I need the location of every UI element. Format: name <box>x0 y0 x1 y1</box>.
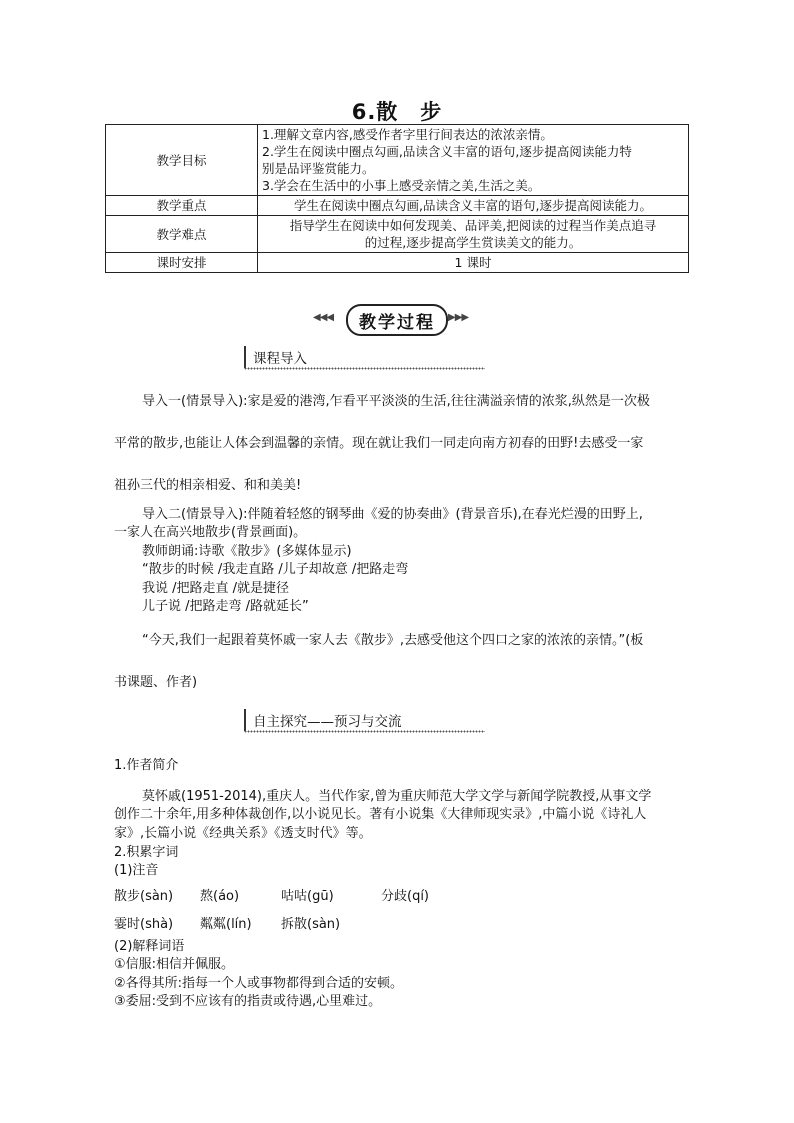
paragraph-line: 莫怀戚(1951-2014),重庆人。当代作家,曾为重庆师范大学文学与新闻学院教授,从事文学 <box>142 789 652 804</box>
paragraph-line: 祖孙三代的相亲相爱、和和美美! <box>114 478 302 493</box>
section-heading-explore <box>244 709 485 731</box>
goal-cell <box>258 125 689 196</box>
table-row <box>106 253 689 273</box>
paragraph-line: “今天,我们一起跟着莫怀戚一家人去《散步》,去感受他这个四口之家的浓浓的亲情。”(板 <box>142 633 644 648</box>
section-label: 自主探究——预习与交流 <box>253 714 402 730</box>
hours-cell: 1 课时 <box>258 253 689 273</box>
pinyin-item: 咕咕(gū) <box>281 889 334 904</box>
section-label: 课程导入 <box>253 351 307 367</box>
difficulty-label: 教学难点 <box>106 216 258 253</box>
subheading: 1.作者简介 <box>114 758 179 773</box>
subheading: 2.积累字词 <box>114 845 179 860</box>
paragraph-line: 教师朗诵:诗歌《散步》(多媒体显示) <box>142 544 352 559</box>
dotted-underline <box>244 730 485 733</box>
paragraph-line: 家》,长篇小说《经典关系》《透支时代》等。 <box>114 826 372 841</box>
key-cell: 学生在阅读中圈点勾画,品读含义丰富的语句,逐步提高阅读能力。 <box>258 196 689 216</box>
table-row <box>106 125 689 196</box>
poem-line: “散步的时候 /我走直路 /儿子却故意 /把路走弯 <box>142 562 409 577</box>
left-arrows-icon: ◀◀◀ <box>313 312 334 323</box>
dotted-underline <box>244 367 485 370</box>
goal-line: 3.学会在生活中的小事上感受亲情之美,生活之美。 <box>262 178 541 193</box>
paragraph-line: 创作二十余年,用多种体裁创作,以小说见长。著有小说集《大律师现实录》,中篇小说《诗礼人 <box>114 807 647 822</box>
section-bar <box>244 346 246 368</box>
table-row <box>106 216 689 253</box>
poem-line: 儿子说 /把路走弯 /路就延长” <box>142 599 309 614</box>
section-heading-intro <box>244 346 485 368</box>
right-arrows-icon: ▶▶▶ <box>448 312 469 323</box>
lesson-plan-table <box>105 124 689 273</box>
page-title: 6.散 步 <box>351 100 443 124</box>
goal-line: 2.学生在阅读中圈点勾画,品读含义丰富的语句,逐步提高阅读能力特 <box>262 144 632 159</box>
paragraph-line: 导入一(情景导入):家是爱的港湾,乍看平平淡淡的生活,往往满溢亲情的浓浆,纵然是一次极 <box>142 394 650 409</box>
goal-line: 1.理解文章内容,感受作者字里行间表达的浓浓亲情。 <box>262 127 553 142</box>
hours-label: 课时安排 <box>106 253 258 273</box>
difficulty-line: 的过程,逐步提高学生赏读美文的能力。 <box>364 235 582 250</box>
table-row <box>106 196 689 216</box>
poem-line: 我说 /把路走直 /就是捷径 <box>142 581 290 596</box>
pinyin-item: 散步(sàn) <box>114 889 174 904</box>
pinyin-item: 熬(áo) <box>200 889 240 904</box>
pinyin-item: 粼粼(lín) <box>200 917 252 932</box>
process-banner <box>0 304 794 334</box>
difficulty-cell <box>258 216 689 253</box>
definition-line: ①信服:相信并佩服。 <box>114 957 235 972</box>
difficulty-line: 指导学生在阅读中如何发现美、品评美,把阅读的过程当作美点追寻 <box>289 218 657 233</box>
paragraph-line: 导入二(情景导入):伴随着轻悠的钢琴曲《爱的协奏曲》(背景音乐),在春光烂漫的田野上, <box>142 507 643 522</box>
subheading: (1)注音 <box>114 863 159 878</box>
goal-label: 教学目标 <box>106 125 258 196</box>
paragraph-line: 一家人在高兴地散步(背景画面)。 <box>114 525 307 540</box>
banner-pill <box>346 304 448 336</box>
definition-line: ②各得其所:指每一个人或事物都得到合适的安顿。 <box>114 976 404 991</box>
pinyin-item: 拆散(sàn) <box>281 917 341 932</box>
pinyin-item: 分歧(qí) <box>381 889 430 904</box>
pinyin-item: 霎时(shà) <box>114 917 174 932</box>
paragraph-line: 书课题、作者) <box>114 675 198 690</box>
section-bar <box>244 709 246 731</box>
goal-line: 别是品评鉴赏能力。 <box>262 161 375 176</box>
banner-title: 教学过程 <box>359 312 435 333</box>
subheading: (2)解释词语 <box>114 939 185 954</box>
definition-line: ③委屈:受到不应该有的指责或待遇,心里难过。 <box>114 994 382 1009</box>
key-label: 教学重点 <box>106 196 258 216</box>
paragraph-line: 平常的散步,也能让人体会到温馨的亲情。现在就让我们一同走向南方初春的田野!去感受一家 <box>114 436 644 451</box>
